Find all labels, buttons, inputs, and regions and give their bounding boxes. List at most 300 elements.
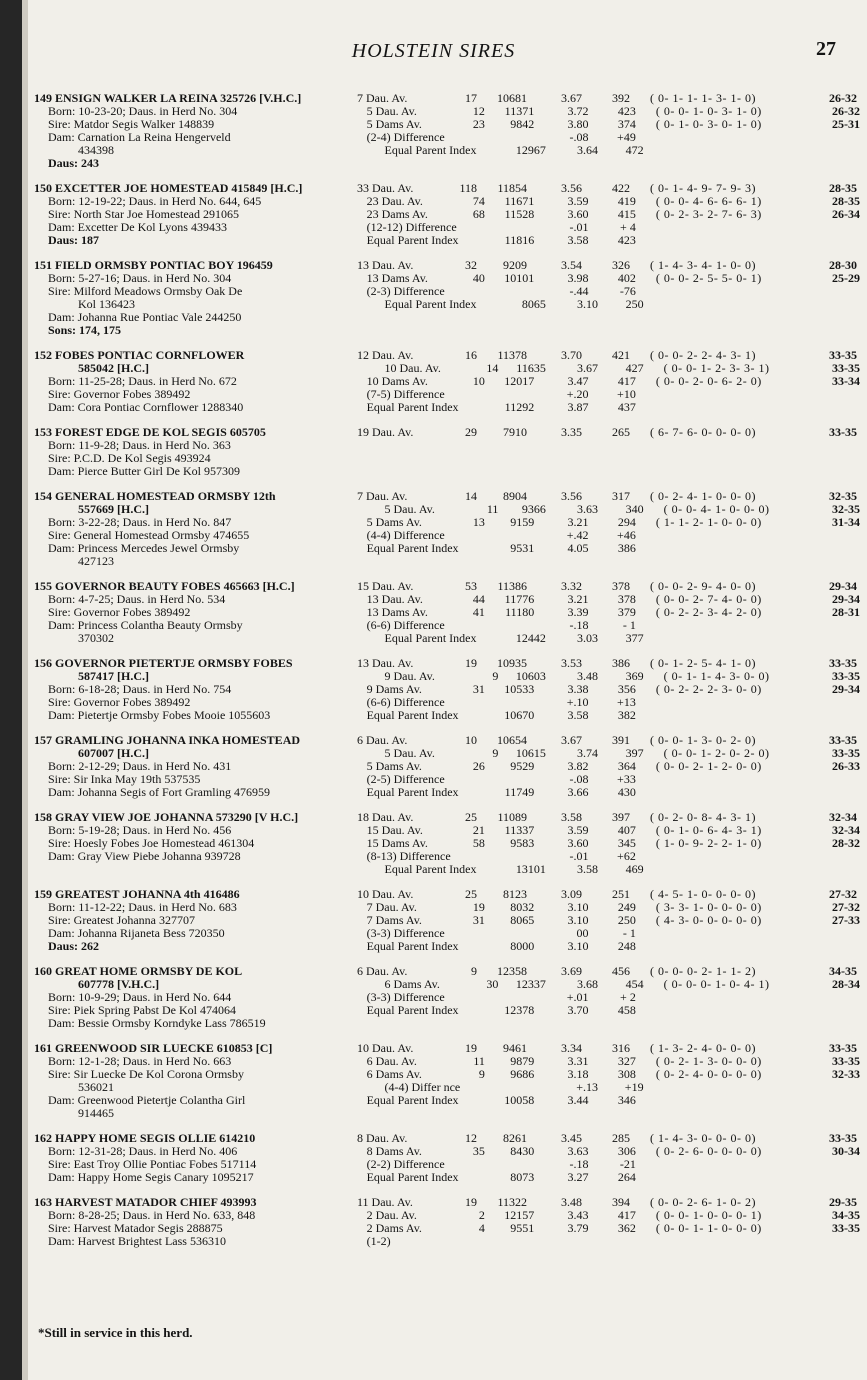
fat-percent: -.18 (569, 1157, 589, 1171)
stat-label: 6 Dau. Av. (366, 1054, 417, 1068)
fat-percent: 3.21 (567, 592, 589, 606)
age-range: 33-35 (832, 746, 861, 760)
milk-lbs: 9842 (510, 117, 535, 131)
fat-lbs: 407 (617, 823, 636, 837)
fat-percent: 4.05 (567, 541, 589, 555)
age-range: 32-35 (832, 502, 861, 516)
stat-label (367, 311, 466, 324)
stat-label: 13 Dau. Av. (357, 258, 414, 272)
stat-label: (2-3) Difference (366, 284, 445, 298)
entry-description: Sire: Governor Fobes 389492 (48, 388, 191, 401)
record-count: 35 (472, 1144, 485, 1158)
fat-percent: 3.10 (567, 913, 589, 927)
record-count (465, 221, 485, 234)
entry-description: 151 FIELD ORMSBY PONTIAC BOY 196459 (34, 259, 273, 272)
fat-percent: -.08 (569, 772, 589, 786)
fat-percent: -.01 (569, 849, 589, 863)
stat-label: 13 Dams Av. (366, 271, 428, 285)
age-range: 33-35 (829, 1131, 857, 1145)
fat-percent: 3.67 (561, 733, 582, 747)
entry-description: Born: 5-19-28; Daus. in Herd No. 456 (48, 824, 232, 837)
entry-line (34, 298, 860, 311)
entry-description: Dam: Happy Home Segis Canary 1095217 (48, 1171, 254, 1184)
record-count: 53 (465, 579, 477, 593)
distribution: ( 0- 0- 2- 1- 2- 0- 0) (655, 759, 762, 773)
record-count (465, 542, 485, 555)
entry-description: 150 EXCETTER JOE HOMESTEAD 415849 [H.C.] (34, 182, 303, 195)
record-count (465, 157, 485, 170)
entry-description: Daus: 243 (48, 157, 100, 170)
stat-label: (8-13) Difference (366, 849, 451, 863)
record-count: 31 (472, 682, 485, 696)
entry-description: Dam: Greenwood Pietertje Colantha Girl (48, 1094, 246, 1107)
entry-description: Dam: Johanna Rijaneta Bess 720350 (48, 927, 225, 940)
entry-description: Dam: Cora Pontiac Cornflower 1288340 (48, 401, 244, 414)
age-range: 28-35 (829, 181, 857, 195)
age-range: 28-34 (832, 977, 861, 991)
fat-lbs: 264 (617, 1170, 636, 1184)
distribution: ( 0- 0- 1- 2- 0- 2- 0) (663, 746, 770, 760)
age-range: 34-35 (829, 964, 857, 978)
fat-lbs: 397 (625, 746, 644, 760)
fat-percent: 00 (576, 926, 589, 940)
entry-description: Dam: Princess Colantha Beauty Ormsby (48, 619, 243, 632)
distribution (636, 131, 816, 144)
entry-description: 154 GENERAL HOMESTEAD ORMSBY 12th (34, 490, 276, 503)
entry-line (34, 1171, 860, 1184)
fat-lbs: 362 (617, 1221, 636, 1235)
record-count: 74 (472, 194, 485, 208)
entry-description: Born: 11-9-28; Daus. in Herd No. 363 (48, 439, 231, 452)
fat-lbs: 250 (625, 297, 644, 311)
age-range (816, 285, 860, 298)
fat-lbs: 386 (617, 541, 636, 555)
milk-lbs (485, 465, 534, 478)
sire-entry (34, 182, 860, 247)
age-range (817, 298, 860, 311)
milk-lbs: 11337 (504, 823, 535, 837)
age-range (816, 131, 860, 144)
fat-percent: 3.56 (561, 181, 582, 195)
fat-percent: +.13 (576, 1080, 599, 1094)
stat-label (367, 439, 466, 452)
entry-description: Dam: Excetter De Kol Lyons 439433 (48, 221, 227, 234)
distribution: ( 1- 0- 9- 2- 2- 1- 0) (655, 836, 762, 850)
fat-lbs: +49 (617, 130, 636, 144)
milk-lbs: 11671 (504, 194, 535, 208)
entry-description: 153 FOREST EDGE DE KOL SEGIS 605705 (34, 426, 266, 439)
milk-lbs: 10670 (504, 708, 535, 722)
milk-lbs: 11528 (504, 207, 535, 221)
fat-lbs: 317 (612, 489, 630, 503)
fat-lbs: 248 (617, 939, 636, 953)
milk-lbs: 11635 (516, 361, 546, 375)
record-count: 16 (465, 348, 477, 362)
distribution (636, 850, 816, 863)
fat-percent: +.01 (566, 990, 589, 1004)
entry-description: Daus: 187 (48, 234, 100, 247)
entry-line (34, 439, 860, 452)
record-count: 26 (472, 759, 485, 773)
entry-line (34, 683, 860, 696)
record-count (465, 786, 485, 799)
age-range (817, 632, 860, 645)
record-count: 19 (465, 1041, 477, 1055)
milk-lbs: 11180 (505, 605, 535, 619)
fat-lbs: +10 (617, 387, 636, 401)
record-count: 4 (478, 1221, 485, 1235)
distribution (644, 1107, 818, 1120)
entry-description (34, 863, 385, 876)
fat-lbs: 378 (617, 592, 636, 606)
fat-percent: 3.10 (567, 939, 589, 953)
age-range (816, 850, 860, 863)
distribution: ( 1- 1- 2- 1- 0- 0- 0) (655, 515, 762, 529)
stat-label: (3-3) Difference (366, 990, 445, 1004)
entry-line (34, 1235, 860, 1248)
fat-lbs: 423 (617, 104, 636, 118)
entry-description: Daus: 262 (48, 940, 100, 953)
stat-label: 7 Dau. Av. (357, 489, 408, 503)
fat-percent: -.08 (569, 130, 589, 144)
entry-description: Born: 4-7-25; Daus. in Herd No. 534 (48, 593, 226, 606)
distribution (636, 465, 816, 478)
record-count (465, 529, 485, 542)
fat-lbs: 422 (612, 181, 630, 195)
age-range: 32-35 (829, 489, 857, 503)
fat-percent: 3.98 (567, 271, 589, 285)
distribution: ( 0- 2- 0- 8- 4- 3- 1) (650, 810, 756, 824)
age-range (816, 786, 860, 799)
distribution: ( 1- 3- 2- 4- 0- 0- 0) (650, 1041, 756, 1055)
distribution (644, 863, 818, 876)
fat-lbs (588, 452, 635, 465)
fat-percent: +.42 (566, 528, 589, 542)
fat-lbs (588, 324, 635, 337)
milk-lbs: 10654 (497, 733, 527, 747)
age-range (816, 439, 860, 452)
entry-description: Sire: P.C.D. De Kol Segis 493924 (48, 452, 211, 465)
fat-lbs: 421 (612, 348, 630, 362)
entry-description: Sire: East Troy Ollie Pontiac Fobes 517114 (48, 1158, 257, 1171)
stat-label: 6 Dams Av. (366, 1067, 422, 1081)
sire-entry (34, 426, 860, 478)
record-count: 14 (465, 489, 477, 503)
entry-description: Dam: Harvest Brightest Lass 536310 (48, 1235, 226, 1248)
stat-label: 9 Dau. Av. (384, 669, 435, 683)
entry-description: Sire: North Star Joe Homestead 291065 (48, 208, 239, 221)
distribution (644, 144, 818, 157)
distribution (644, 1081, 818, 1094)
fat-lbs: 402 (617, 271, 636, 285)
stat-label: 6 Dams Av. (384, 977, 440, 991)
fat-percent: 3.63 (577, 502, 599, 516)
age-range: 33-35 (829, 1041, 857, 1055)
stat-label: 10 Dau. Av. (384, 361, 441, 375)
milk-lbs: 13101 (515, 862, 546, 876)
record-count (465, 1004, 485, 1017)
entry-description: 162 HAPPY HOME SEGIS OLLIE 614210 (34, 1132, 256, 1145)
fat-percent: 3.09 (561, 887, 582, 901)
fat-percent: 3.66 (567, 785, 589, 799)
distribution (636, 452, 816, 465)
age-range (816, 401, 860, 414)
entry-line (34, 606, 860, 619)
stat-label: 5 Dau. Av. (384, 502, 435, 516)
stat-label: 23 Dau. Av. (366, 194, 423, 208)
stat-label (367, 324, 466, 337)
fat-lbs: 308 (617, 1067, 636, 1081)
fat-percent: 3.60 (567, 207, 589, 221)
milk-lbs: 8000 (510, 939, 535, 953)
stat-label: 23 Dams Av. (366, 207, 428, 221)
milk-lbs (485, 439, 534, 452)
entry-line (34, 311, 860, 324)
entry-line (34, 863, 860, 876)
fat-lbs: 469 (625, 862, 644, 876)
stat-label: 10 Dau. Av. (357, 887, 414, 901)
stat-label: 7 Dams Av. (366, 913, 422, 927)
fat-lbs: 250 (617, 913, 636, 927)
record-count (479, 298, 498, 311)
record-count: 11 (473, 1054, 485, 1068)
age-range: 33-34 (832, 374, 860, 388)
entry-description: Born: 11-12-22; Daus. in Herd No. 683 (48, 901, 237, 914)
stat-label: (7-5) Difference (366, 387, 445, 401)
milk-lbs: 12358 (497, 964, 527, 978)
fat-lbs: 374 (617, 117, 636, 131)
fat-percent: 3.53 (561, 656, 582, 670)
fat-percent: 3.70 (561, 348, 582, 362)
sire-entry (34, 1132, 860, 1184)
distribution: ( 0- 1- 0- 6- 4- 3- 1) (655, 823, 762, 837)
fat-lbs (588, 1017, 635, 1030)
age-range (816, 1235, 860, 1248)
stat-label: Equal Parent Index (366, 1093, 459, 1107)
fat-lbs: 294 (617, 515, 636, 529)
stat-label: 9 Dams Av. (366, 682, 422, 696)
milk-lbs: 11776 (504, 592, 535, 606)
record-count: 13 (472, 515, 485, 529)
distribution: ( 0- 0- 2- 7- 4- 0- 0) (655, 592, 762, 606)
distribution: ( 4- 3- 0- 0- 0- 0- 0) (655, 913, 762, 927)
fat-lbs: 249 (617, 900, 636, 914)
fat-percent (534, 157, 588, 170)
fat-percent (546, 555, 598, 568)
fat-lbs: 379 (617, 605, 636, 619)
milk-lbs: 12967 (515, 143, 546, 157)
distribution: ( 0- 0- 4- 1- 0- 0- 0) (663, 502, 770, 516)
entry-description: 607778 [V.H.C.] (78, 978, 160, 991)
entry-description: 607007 [H.C.] (78, 747, 149, 760)
sire-entry (34, 965, 860, 1030)
sire-entry (34, 349, 860, 414)
stat-label: (12-12) Difference (366, 220, 457, 234)
entry-description: Sire: Governor Fobes 389492 (48, 606, 191, 619)
distribution: ( 0- 2- 2- 2- 3- 0- 0) (655, 682, 762, 696)
book-spine-shadow (0, 0, 22, 1380)
stat-label: Equal Parent Index (384, 862, 477, 876)
distribution (636, 439, 816, 452)
stat-label: 13 Dau. Av. (366, 592, 423, 606)
entry-line (34, 157, 860, 170)
age-range: 26-32 (829, 91, 857, 105)
fat-percent: 3.43 (567, 1208, 589, 1222)
distribution: ( 0- 2- 2- 3- 4- 2- 0) (655, 605, 762, 619)
fat-lbs: 316 (612, 1041, 630, 1055)
entry-description: Sire: Greatest Johanna 327707 (48, 914, 195, 927)
fat-percent (534, 1235, 588, 1248)
fat-percent: 3.63 (567, 1144, 589, 1158)
sire-entry (34, 1042, 860, 1120)
distribution (636, 234, 816, 247)
entry-description: 914465 (78, 1107, 114, 1120)
entry-line (34, 1004, 860, 1017)
age-range: 27-32 (832, 900, 860, 914)
record-count (479, 632, 498, 645)
milk-lbs: 9686 (510, 1067, 535, 1081)
stat-label: (2-5) Difference (366, 772, 445, 786)
entry-description: 159 GREATEST JOHANNA 4th 416486 (34, 888, 240, 901)
page-number: 27 (816, 38, 836, 60)
milk-lbs: 11816 (504, 233, 535, 247)
record-count (465, 940, 485, 953)
distribution: ( 0- 0- 2- 6- 1- 0- 2) (650, 1195, 756, 1209)
distribution: ( 0- 2- 4- 0- 0- 0- 0) (655, 1067, 762, 1081)
record-count: 58 (472, 836, 485, 850)
distribution (636, 991, 816, 1004)
fat-percent: 3.44 (567, 1093, 589, 1107)
entry-description: Born: 6-18-28; Daus. in Herd No. 754 (48, 683, 232, 696)
age-range: 34-35 (832, 1208, 860, 1222)
milk-lbs: 12337 (515, 977, 546, 991)
fat-percent: 3.69 (561, 964, 582, 978)
age-range: 33-35 (829, 733, 857, 747)
entry-description: 158 GRAY VIEW JOE JOHANNA 573290 [V H.C.] (34, 811, 299, 824)
entry-description: 161 GREENWOOD SIR LUECKE 610853 [C] (34, 1042, 273, 1055)
age-range (816, 465, 860, 478)
distribution (636, 773, 816, 786)
distribution (636, 157, 816, 170)
distribution: ( 0- 1- 2- 5- 4- 1- 0) (650, 656, 756, 670)
fat-percent: -.18 (569, 618, 589, 632)
record-count: 21 (472, 823, 485, 837)
distribution (636, 709, 816, 722)
milk-lbs: 12378 (504, 1003, 535, 1017)
fat-percent: 3.67 (561, 91, 582, 105)
entry-description: Born: 12-19-22; Daus. in Herd No. 644, 645 (48, 195, 262, 208)
record-count: 31 (472, 913, 485, 927)
stat-label: (6-6) Difference (366, 618, 445, 632)
distribution: ( 0- 0- 1- 2- 3- 3- 1) (663, 361, 770, 375)
entry-description: 149 ENSIGN WALKER LA REINA 325726 [V.H.C.] (34, 92, 302, 105)
fat-lbs (588, 311, 635, 324)
record-count (479, 863, 498, 876)
age-range: 32-33 (832, 1067, 860, 1081)
stat-label: 2 Dau. Av. (366, 1208, 417, 1222)
distribution: ( 0- 2- 4- 1- 0- 0- 0) (650, 489, 756, 503)
distribution: ( 0- 1- 1- 1- 3- 1- 0) (650, 91, 756, 105)
fat-lbs (588, 439, 635, 452)
record-count: 2 (478, 1208, 485, 1222)
stat-label: (3-3) Difference (366, 926, 445, 940)
record-count: 19 (465, 656, 477, 670)
fat-percent: 3.32 (561, 579, 582, 593)
sire-entry (34, 657, 860, 722)
stat-label: Equal Parent Index (384, 297, 477, 311)
entry-description: Born: 10-9-29; Daus. in Herd No. 644 (48, 991, 232, 1004)
record-count: 40 (472, 271, 485, 285)
record-count (465, 452, 485, 465)
record-count: 44 (472, 592, 485, 606)
fat-lbs: +19 (624, 1080, 644, 1094)
entry-description: Sire: Sir Inka May 19th 537535 (48, 773, 201, 786)
milk-lbs: 8065 (521, 297, 546, 311)
distribution (636, 1158, 816, 1171)
distribution: ( 0- 0- 2- 0- 6- 2- 0) (655, 374, 762, 388)
stat-label: 6 Dau. Av. (357, 964, 408, 978)
age-range: 28-35 (832, 194, 860, 208)
age-range (817, 1081, 860, 1094)
age-range (817, 555, 860, 568)
fat-lbs (598, 1107, 644, 1120)
milk-lbs: 12157 (504, 1208, 535, 1222)
fat-percent: 3.21 (567, 515, 589, 529)
stat-label: Equal Parent Index (366, 400, 459, 414)
milk-lbs: 9531 (510, 541, 535, 555)
entry-description: Dam: Princess Mercedes Jewel Ormsby (48, 542, 240, 555)
age-range: 28-30 (829, 258, 857, 272)
age-range: 28-32 (832, 836, 860, 850)
record-count: 19 (472, 900, 485, 914)
entry-description: Dam: Pierce Butter Girl De Kol 957309 (48, 465, 240, 478)
fat-percent: 3.56 (561, 489, 582, 503)
fat-lbs: +46 (617, 528, 636, 542)
record-count: 9 (492, 746, 499, 760)
stat-label: (1-2) (366, 1234, 391, 1248)
stat-label: 19 Dau. Av. (357, 425, 414, 439)
distribution (636, 285, 816, 298)
entry-description: Born: 2-12-29; Daus. in Herd No. 431 (48, 760, 232, 773)
milk-lbs: 9209 (503, 258, 527, 272)
record-count: 30 (486, 977, 499, 991)
record-count (479, 555, 498, 568)
record-count (479, 1107, 498, 1120)
distribution: ( 1- 4- 3- 0- 0- 0- 0) (650, 1131, 756, 1145)
age-range (816, 940, 860, 953)
record-count (465, 709, 485, 722)
entry-description: Dam: Johanna Rue Pontiac Vale 244250 (48, 311, 242, 324)
distribution (636, 927, 816, 940)
stat-label: 6 Dau. Av. (357, 733, 408, 747)
record-count: 9 (478, 1067, 485, 1081)
age-range (816, 1004, 860, 1017)
record-count: 41 (472, 605, 485, 619)
milk-lbs: 12017 (504, 374, 535, 388)
age-range (816, 388, 860, 401)
age-range: 33-35 (832, 669, 861, 683)
age-range: 33-35 (832, 361, 861, 375)
age-range: 29-34 (832, 682, 860, 696)
milk-lbs: 8123 (503, 887, 527, 901)
fat-percent: 3.70 (567, 1003, 589, 1017)
stat-label: 7 Dau. Av. (357, 91, 408, 105)
milk-lbs: 9159 (510, 515, 535, 529)
distribution: ( 0- 0- 2- 9- 4- 0- 0) (650, 579, 756, 593)
fat-lbs: 251 (612, 887, 630, 901)
age-range (816, 311, 860, 324)
distribution (636, 696, 816, 709)
